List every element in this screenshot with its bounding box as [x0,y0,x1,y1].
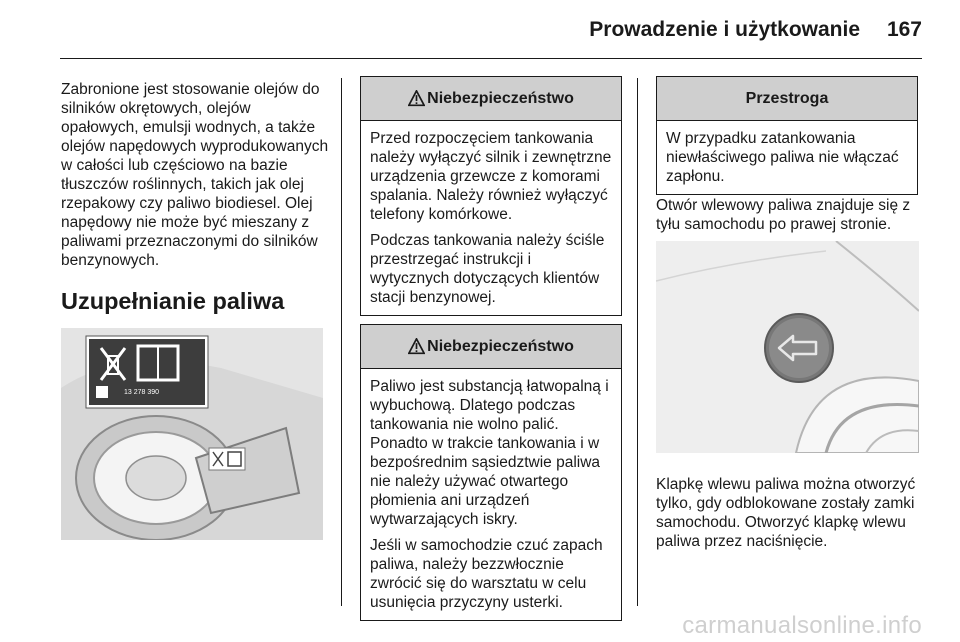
watermark: carmanualsonline.info [682,612,922,639]
section-title: Prowadzenie i użytkowanie [589,18,860,41]
caution-box-paragraph: W przypadku zatankowania niewłaściwego paliwa nie włączać zapłonu. [666,130,899,185]
caution-box-body [657,121,917,194]
car-flap-illustration [656,241,919,453]
warning-box-1-header [361,77,621,121]
warning-triangle-icon [408,90,425,107]
filler-location-text [656,196,922,234]
warning-box-2-title: Niebezpieczeństwo [427,337,574,355]
page-number: 167 [886,18,922,41]
fuel-restriction-paragraph: Zabronione jest stosowanie olejów do silników okrętowych, olejów opałowych, emulsji wodnych, a także olejów napędowych wyprodukowanych w całości lub częściowo na bazie tłuszczów roślinnych, takich jak olej rzepakowy czy paliwo biodiesel. Olej napędowy nie może być mieszany z paliwami przeznaczonymi do silników benzynowych. [61,81,329,269]
warning-box-1 [360,76,622,316]
open-flap-paragraph: Klapkę wlewu paliwa można otworzyć tylko, gdy odblokowane zostały zamki samochodu. Otworzyć klapkę wlewu paliwa przez naciśnięcie. [656,476,916,550]
warning-box-2-body [361,369,621,620]
page-header [0,0,960,62]
warning-triangle-icon [408,338,425,355]
caution-box-header [657,77,917,121]
fuel-flap-illustration [61,328,323,540]
fuel-flap-figure [61,328,323,540]
warning-box-1-body [361,121,621,315]
column-divider-2 [637,78,638,606]
warning-box-2-header [361,325,621,369]
warning-box-2-paragraph-2: Jeśli w samochodzie czuć zapach paliwa, należy bezzwłocznie zwrócić się do warsztatu w celu usunięcia przyczyny usterki. [370,537,603,611]
filler-location-paragraph: Otwór wlewowy paliwa znajduje się z tyłu samochodu po prawej stronie. [656,197,911,233]
warning-box-2 [360,324,622,621]
warning-box-1-paragraph-2: Podczas tankowania należy ściśle przestrzegać instrukcji i wytycznych dotyczących klientów stacji benzynowej. [370,232,605,306]
warning-box-2-paragraph-1: Paliwo jest substancją łatwopalną i wybuchową. Dlatego podczas tankowania nie wolno palić. Ponadto w trakcie tankowania i w bezpośrednim sąsiedztwie paliwa nie należy używać otwartego płomienia ani urządzeń wytwarzających iskry. [370,378,609,528]
header-divider [60,58,922,59]
heading-block [61,288,331,314]
warning-box-1-paragraph-1: Przed rozpoczęciem tankowania należy wyłączyć silnik i zewnętrzne urządzenia grzewcze z komorami spalania. Należy również wyłączyć telefony komórkowe. [370,130,612,223]
label-number: 13 278 390 [124,389,160,396]
column-1 [61,80,329,270]
section-heading: Uzupełnianie paliwa [61,288,285,314]
column-divider-1 [341,78,342,606]
caution-box-title: Przestroga [745,89,829,107]
car-flap-figure [656,241,919,453]
open-flap-text [656,475,930,551]
caution-box [656,76,918,195]
warning-box-1-title: Niebezpieczeństwo [427,89,574,107]
